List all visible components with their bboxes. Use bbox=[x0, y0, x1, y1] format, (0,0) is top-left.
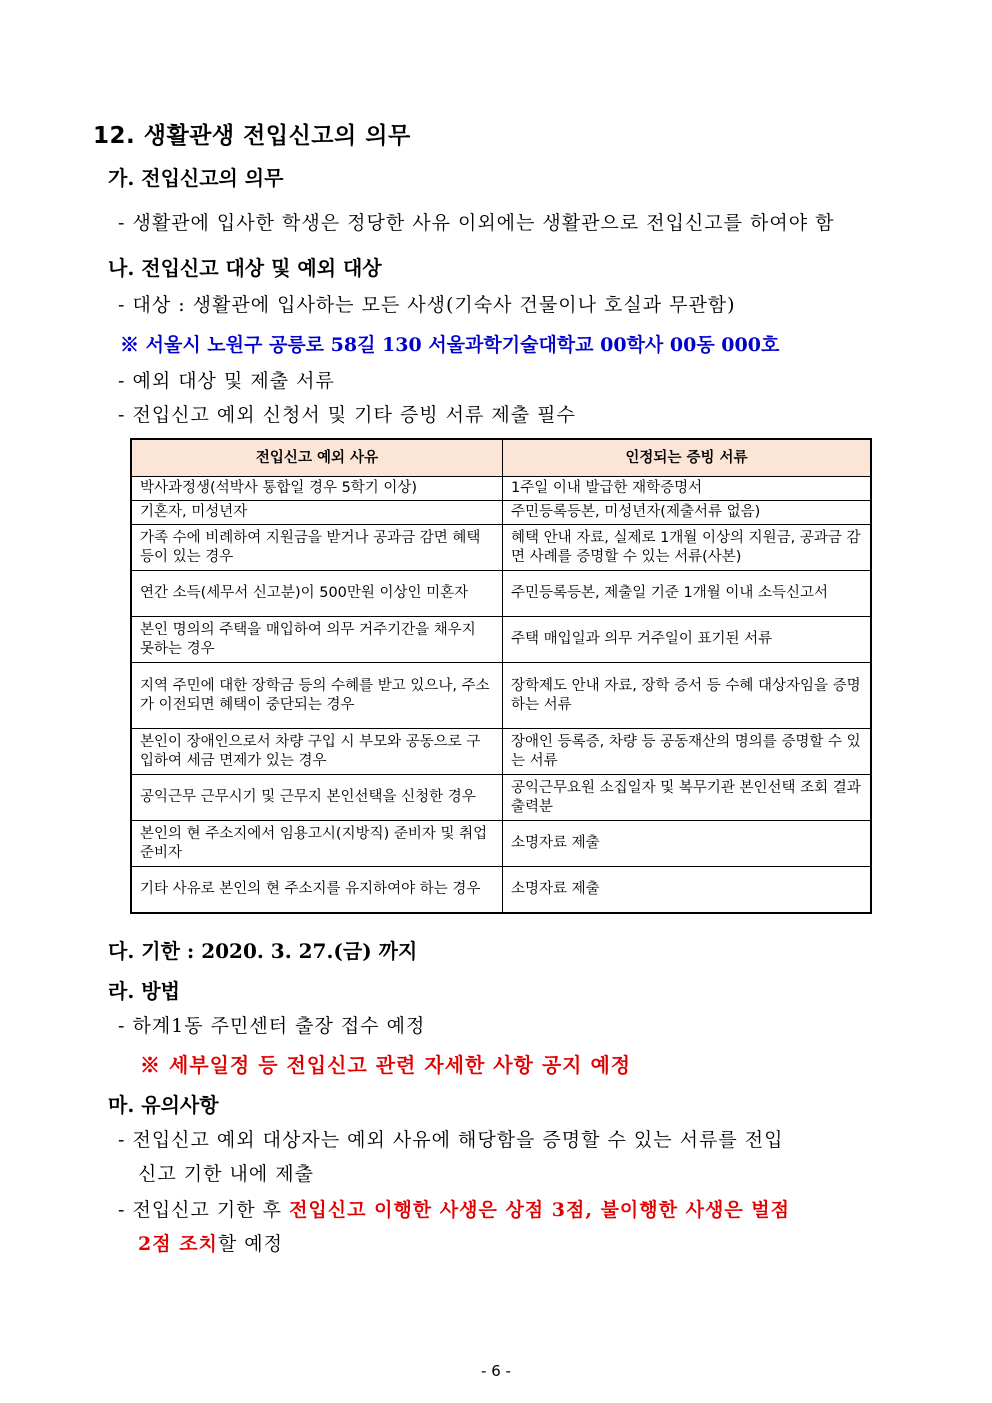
section-na-heading: 나. 전입신고 대상 및 예외 대상 bbox=[108, 256, 382, 280]
page-number: - 6 - bbox=[481, 1362, 511, 1380]
merit-demerit-note: 전입신고 이행한 사생은 상점 3점, 불이행한 사생은 벌점 bbox=[289, 1199, 790, 1221]
section-na-target: - 대상 : 생활관에 입사하는 모든 사생(기숙사 건물이나 호실과 무관함) bbox=[118, 294, 736, 316]
section-ma-line3-suffix: 할 예정 bbox=[217, 1233, 284, 1255]
table-row bbox=[131, 571, 871, 617]
table-row bbox=[131, 775, 871, 821]
section-na-exception: - 예외 대상 및 제출 서류 bbox=[118, 370, 335, 392]
table-row bbox=[131, 477, 871, 501]
table-cell-documents: 장학제도 안내 자료, 장학 증서 등 수혜 대상자임을 증명하는 서류 bbox=[503, 663, 872, 729]
section-na-required: - 전입신고 예외 신청서 및 기타 증빙 서류 제출 필수 bbox=[118, 404, 576, 426]
exception-table bbox=[130, 438, 872, 914]
table-cell-reason: 기타 사유로 본인의 현 주소지를 유지하여야 하는 경우 bbox=[131, 867, 503, 913]
section-ma-line1b: 신고 기한 내에 제출 bbox=[138, 1163, 314, 1185]
section-ma-line2 bbox=[118, 1195, 790, 1222]
table-cell-reason: 지역 주민에 대한 장학금 등의 수혜를 받고 있으나, 주소가 이전되면 혜택이 중단되는 경우 bbox=[131, 663, 503, 729]
section-da-heading: 다. 기한 : 2020. 3. 27.(금) 까지 bbox=[108, 939, 418, 963]
schedule-note: ※ 세부일정 등 전입신고 관련 자세한 사항 공지 예정 bbox=[140, 1053, 632, 1077]
table-header-documents: 인정되는 증빙 서류 bbox=[503, 439, 872, 477]
table-row bbox=[131, 617, 871, 663]
table-cell-documents: 소명자료 제출 bbox=[503, 867, 872, 913]
section-ma-line1a: - 전입신고 예외 대상자는 예외 사유에 해당함을 증명할 수 있는 서류를 전입 bbox=[118, 1129, 784, 1151]
table-row bbox=[131, 525, 871, 571]
table-cell-reason: 박사과정생(석박사 통합일 경우 5학기 이상) bbox=[131, 477, 503, 501]
table-row bbox=[131, 729, 871, 775]
table-row bbox=[131, 663, 871, 729]
table-header-reason: 전입신고 예외 사유 bbox=[131, 439, 503, 477]
table-cell-reason: 기혼자, 미성년자 bbox=[131, 501, 503, 525]
section-ma-heading: 마. 유의사항 bbox=[108, 1093, 219, 1117]
table-cell-documents: 장애인 등록증, 차량 등 공동재산의 명의를 증명할 수 있는 서류 bbox=[503, 729, 872, 775]
address-note: ※ 서울시 노원구 공릉로 58길 130 서울과학기술대학교 00학사 00동 000호 bbox=[120, 334, 780, 356]
page-title: 12. 생활관생 전입신고의 의무 bbox=[93, 123, 411, 149]
section-ga-line: - 생활관에 입사한 학생은 정당한 사유 이외에는 생활관으로 전입신고를 하여야 함 bbox=[118, 212, 835, 234]
table-cell-documents: 혜택 안내 자료, 실제로 1개월 이상의 지원금, 공과금 감면 사례를 증명할 수 있는 서류(사본) bbox=[503, 525, 872, 571]
table-cell-documents: 1주일 이내 발급한 재학증명서 bbox=[503, 477, 872, 501]
section-ra-heading: 라. 방법 bbox=[108, 979, 180, 1003]
table-cell-documents: 주민등록등본, 제출일 기준 1개월 이내 소득신고서 bbox=[503, 571, 872, 617]
table-cell-reason: 공익근무 근무시기 및 근무지 본인선택을 신청한 경우 bbox=[131, 775, 503, 821]
section-ma-line3 bbox=[138, 1229, 283, 1256]
table-header-row bbox=[131, 439, 871, 477]
table-cell-documents: 공익근무요원 소집일자 및 복무기관 본인선택 조회 결과 출력분 bbox=[503, 775, 872, 821]
table-cell-reason: 연간 소득(세무서 신고분)이 500만원 이상인 미혼자 bbox=[131, 571, 503, 617]
penalty-note: 2점 조치 bbox=[138, 1233, 218, 1255]
table-cell-reason: 본인의 현 주소지에서 임용고시(지방직) 준비자 및 취업 준비자 bbox=[131, 821, 503, 867]
table-cell-documents: 소명자료 제출 bbox=[503, 821, 872, 867]
table-cell-reason: 본인이 장애인으로서 차량 구입 시 부모와 공동으로 구입하여 세금 면제가 있는 경우 bbox=[131, 729, 503, 775]
table-cell-reason: 가족 수에 비례하여 지원금을 받거나 공과금 감면 혜택 등이 있는 경우 bbox=[131, 525, 503, 571]
table-row bbox=[131, 867, 871, 913]
section-ra-line: - 하계1동 주민센터 출장 접수 예정 bbox=[118, 1015, 426, 1037]
table-cell-documents: 주민등록등본, 미성년자(제출서류 없음) bbox=[503, 501, 872, 525]
table-row bbox=[131, 821, 871, 867]
section-ga-heading: 가. 전입신고의 의무 bbox=[108, 166, 284, 190]
table-cell-reason: 본인 명의의 주택을 매입하여 의무 거주기간을 채우지 못하는 경우 bbox=[131, 617, 503, 663]
section-ma-line2-prefix: - 전입신고 기한 후 bbox=[118, 1199, 290, 1221]
table-row bbox=[131, 501, 871, 525]
table-cell-documents: 주택 매입일과 의무 거주일이 표기된 서류 bbox=[503, 617, 872, 663]
